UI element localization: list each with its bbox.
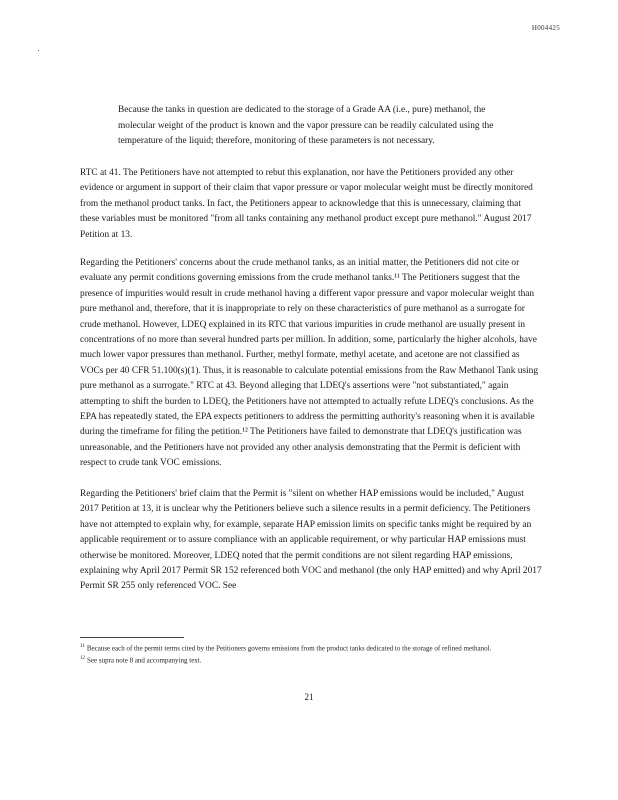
footnote-11-number: 11 <box>80 644 85 649</box>
footnote-12-text: See supra note 8 and accompanying text. <box>87 656 202 665</box>
body-paragraph-1: RTC at 41. The Petitioners have not attempted to rebut this explanation, nor have the Petitioners provided any other evidence or argument in support of their claim that vapor pressure or vapor molecular weight must be directly monitored from the methanol product tanks. In fact, the Petitioners appear to acknowledge that this is unnecessary, claiming that these variables must be monitored "from all tanks containing any methanol product except pure methanol." August 2017 Petition at 13. <box>80 168 533 240</box>
footnote-11 <box>80 642 542 654</box>
page-number: 21 <box>304 692 314 702</box>
block-quote: Because the tanks in question are dedicated to the storage of a Grade AA (i.e., pure) methanol, the molecular weight of the product is known and the vapor pressure can be readily calculated using the temperature of the liquid; therefore, monitoring of these parameters is not necessary. <box>118 105 494 147</box>
footnote-12 <box>80 654 542 666</box>
body-paragraph-2: Regarding the Petitioners' concerns about the crude methanol tanks, as an initial matter, the Petitioners did not cite or evaluate any permit conditions governing emissions from the crude methanol tanks.¹¹ The Petitioners suggest that the presence of impurities would result in crude methanol having a different vapor pressure and vapor molecular weight than pure methanol and, therefore, that it is inappropriate to rely on these characteristics of pure methanol as a surrogate for crude methanol. However, LDEQ explained in its RTC that various impurities in crude methanol are usually present in concentrations of no more than several hundred parts per million. In addition, some, particularly the higher alcohols, have much lower vapor pressures than methanol. Further, methyl formate, methyl acetate, and acetone are not classified as VOCs per 40 CFR 51.100(s)(1). Thus, it is reasonable to calculate potential emissions from the Raw Methanol Tank using pure methanol as a surrogate." RTC at 43. Beyond alleging that LDEQ's assertions were "not substantiated," again attempting to shift the burden to LDEQ, the Petitioners have not attempted to actually refute LDEQ's conclusions. As the EPA has repeatedly stated, the EPA expects petitioners to address the permitting authority's reasoning when it is available during the timeframe for filing the petition.¹² The Petitioners have failed to demonstrate that LDEQ's justification was unreasonable, and the Petitioners have not provided any other analysis demonstrating that the Permit is deficient with respect to crude tank VOC emissions. <box>80 258 539 469</box>
footnotes <box>80 642 542 666</box>
footnote-separator <box>80 637 184 638</box>
footnote-11-text: Because each of the permit terms cited by the Petitioners governs emissions from the product tanks dedicated to the storage of refined methanol. <box>86 644 492 653</box>
footnote-12-number: 12 <box>80 655 85 661</box>
body-paragraph-3: Regarding the Petitioners' brief claim that the Permit is "silent on whether HAP emissions would be included," August 2017 Petition at 13, it is unclear why the Petitioners believe such a silence results in a permit deficiency. The Petitioners have not attempted to explain why, for example, separate HAP emission limits on specific tanks might be required by an applicable requirement or to assure compliance with an applicable requirement, or why particular HAP emissions must otherwise be monitored. Moreover, LDEQ noted that the permit conditions are not silent regarding HAP emissions, explaining why April 2017 Permit SR 152 referenced both VOC and methanol (the only HAP emitted) and why April 2017 Permit SR 255 only referenced VOC. See <box>80 489 542 592</box>
bates-number: H004425 <box>531 24 560 32</box>
scan-speck <box>38 50 39 51</box>
